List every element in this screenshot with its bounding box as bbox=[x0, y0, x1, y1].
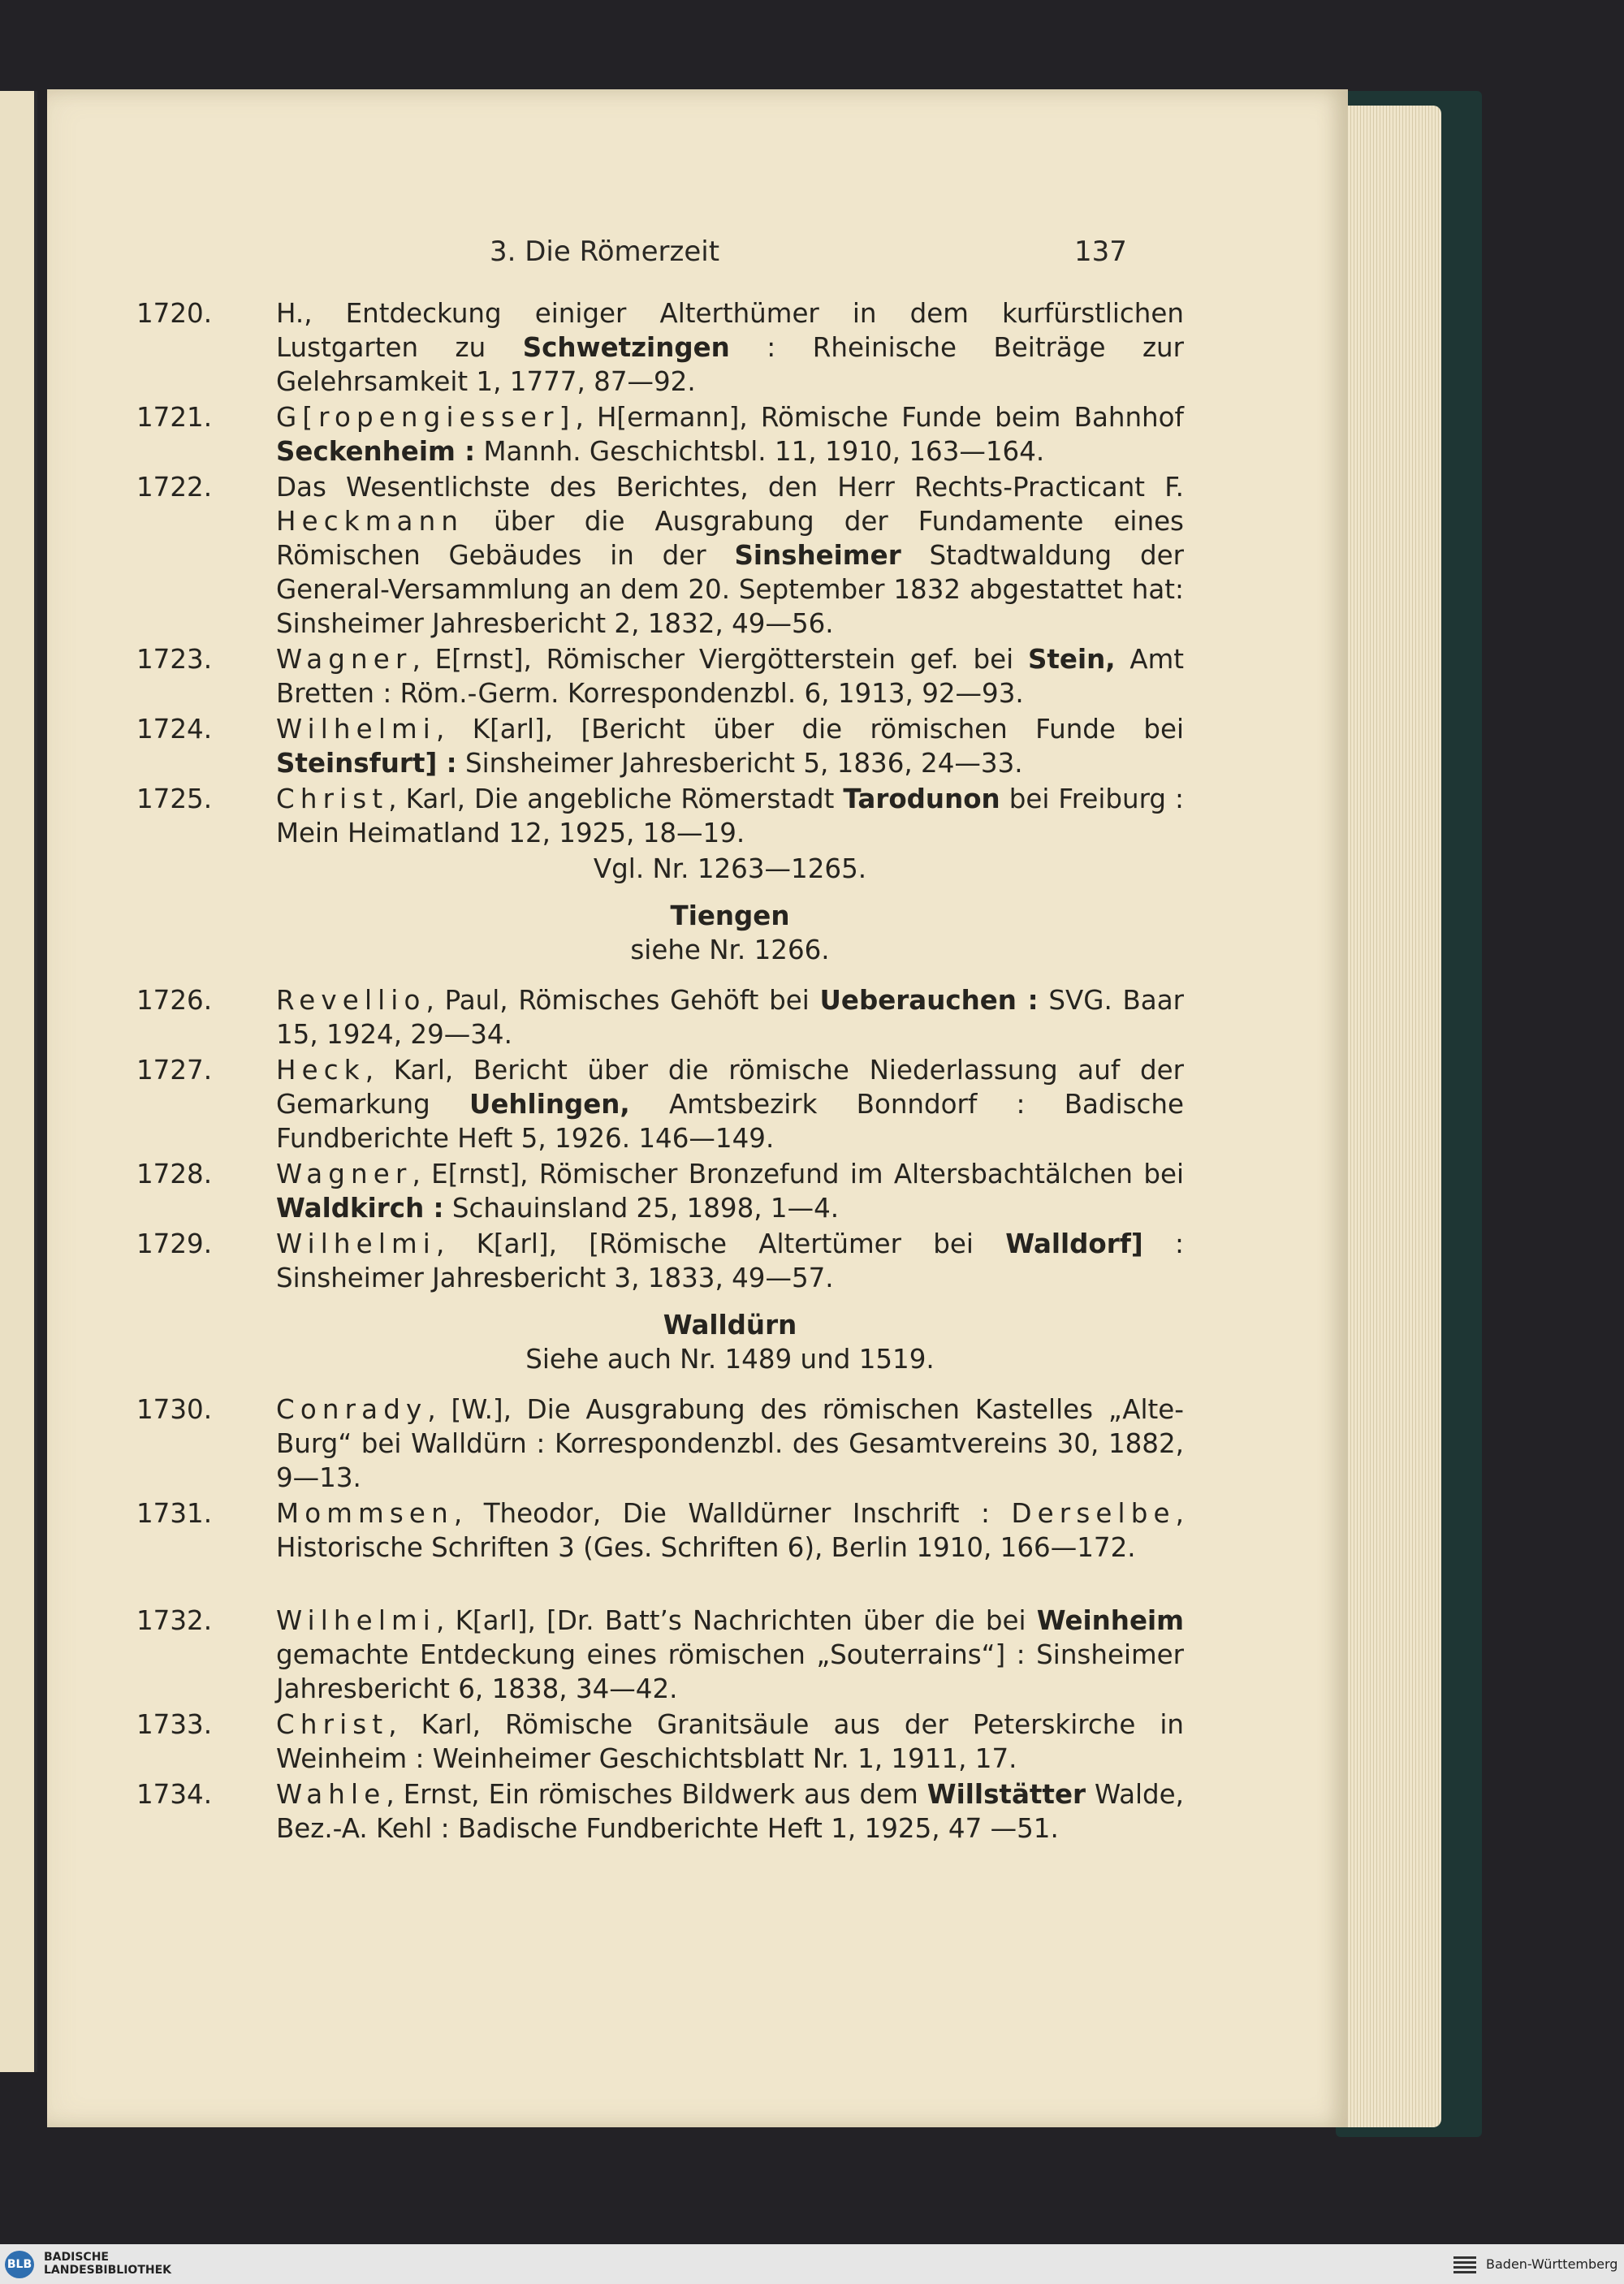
entry-text-part: , H[ermann], Römische Funde beim Bahnhof bbox=[575, 402, 1184, 433]
entry-text-part: , Karl, Römische Granitsäule aus der Peterskirche in Weinheim : Weinheimer Geschichtsblatt Nr. 1, 1911, 17. bbox=[276, 1709, 1184, 1774]
entry-text-part: Walde, Bez.-A. Kehl : Badische Fundberichte Heft 1, 1925, 47 —51. bbox=[276, 1779, 1184, 1844]
entry-text-part: , Karl, Bericht über die römische Niederlassung auf der Gemarkung bbox=[276, 1055, 1184, 1120]
library-name-line2: LANDESBIBLIOTHEK bbox=[44, 2264, 172, 2277]
entry-text-part: Stadtwaldung der General-Versammlung an dem 20. September 1832 abgestattet hat: Sinsheimer Jahresbericht 2, 1832, 49—56. bbox=[276, 540, 1184, 639]
entry-number: 1730. bbox=[136, 1394, 213, 1425]
section-heading-tiengen: Tiengen bbox=[670, 900, 790, 931]
running-title: 3. Die Römerzeit bbox=[490, 235, 720, 268]
bibliography-entry bbox=[136, 642, 1184, 710]
entry-text-part: gemachte Entdeckung eines römischen „Souterrains“] : Sinsheimer Jahresbericht 6, 1838, 34—42. bbox=[276, 1639, 1184, 1704]
entry-text-part: , Karl, Die angebliche Römerstadt bbox=[388, 784, 844, 814]
entry-number: 1734. bbox=[136, 1779, 213, 1810]
spacer bbox=[136, 1376, 1184, 1392]
place-name: Willstätter bbox=[926, 1779, 1086, 1810]
running-head bbox=[47, 235, 1348, 276]
book-page bbox=[47, 89, 1348, 2127]
state-name[interactable]: Baden-Württemberg bbox=[1486, 2256, 1618, 2272]
entry-text-part: über die Ausgrabung der Fundamente eines Römischen Gebäudes in der bbox=[276, 506, 1184, 571]
entry-number: 1722. bbox=[136, 472, 213, 503]
author-name: Christ bbox=[276, 784, 389, 814]
blb-logo-icon[interactable]: BLB bbox=[5, 2251, 34, 2278]
bibliography-entry bbox=[136, 400, 1184, 468]
page-edges bbox=[1332, 106, 1441, 2127]
author-name: Wilhelmi bbox=[276, 714, 436, 745]
entry-text-part: Das Wesentlichste des Berichtes, den Herr Rechts-Practicant F. bbox=[276, 472, 1184, 503]
bibliography-entry bbox=[136, 296, 1184, 399]
entry-number: 1733. bbox=[136, 1709, 213, 1740]
author-name: Derselbe bbox=[1011, 1498, 1176, 1529]
bibliography-entry bbox=[136, 1053, 1184, 1155]
facing-page-edge bbox=[0, 91, 37, 2072]
place-name: Schwetzingen bbox=[522, 332, 730, 363]
author-name: Mommsen bbox=[276, 1498, 454, 1529]
entry-text-part: , Theodor, Die Walldürner Inschrift : bbox=[453, 1498, 1012, 1529]
entry-number: 1726. bbox=[136, 985, 213, 1016]
entry-text-part: Sinsheimer Jahresbericht 5, 1836, 24—33. bbox=[456, 748, 1023, 779]
entry-number: 1727. bbox=[136, 1055, 213, 1086]
entry-text-part: , [W.], Die Ausgrabung des römischen Kastelles „Alte-Burg“ bei Walldürn : Korrespondenzbl. des Gesamtvereins 30, 1882, 9—13. bbox=[276, 1394, 1184, 1493]
author-name: Christ bbox=[276, 1709, 389, 1740]
entry-text bbox=[276, 1228, 1184, 1293]
section-reference-walldurn: Siehe auch Nr. 1489 und 1519. bbox=[525, 1344, 935, 1375]
bibliography-entry bbox=[136, 1777, 1184, 1846]
section-reference-tiengen: siehe Nr. 1266. bbox=[630, 935, 830, 965]
place-name: Seckenheim : bbox=[276, 436, 476, 467]
author-name: Heck bbox=[276, 1055, 365, 1086]
entries-group-c bbox=[136, 1392, 1184, 1565]
entry-text bbox=[276, 298, 1184, 397]
entry-text bbox=[276, 985, 1184, 1050]
place-name: Steinsfurt] : bbox=[276, 748, 457, 779]
entry-text bbox=[276, 402, 1184, 467]
library-name-line1: BADISCHE bbox=[44, 2251, 109, 2264]
entry-number: 1731. bbox=[136, 1498, 213, 1529]
entry-text-part: , K[arl], [Bericht über die römischen Funde bei bbox=[436, 714, 1184, 745]
entry-number: 1724. bbox=[136, 714, 213, 745]
bibliography-entry bbox=[136, 983, 1184, 1051]
entry-number: 1720. bbox=[136, 298, 213, 329]
entry-text bbox=[276, 1605, 1184, 1704]
spacer bbox=[136, 967, 1184, 983]
page-number: 137 bbox=[1074, 235, 1127, 268]
entry-text-part: Mannh. Geschichtsbl. 11, 1910, 163—164. bbox=[475, 436, 1045, 467]
entry-number: 1723. bbox=[136, 644, 213, 675]
author-name: Wagner bbox=[276, 644, 412, 675]
entry-text bbox=[276, 1709, 1184, 1774]
entry-text-part: , K[arl], [Römische Altertümer bei bbox=[436, 1228, 1006, 1259]
bibliography-entry bbox=[136, 1604, 1184, 1706]
entry-text-part: bei Freiburg : Mein Heimatland 12, 1925, 18—19. bbox=[276, 784, 1184, 848]
author-name: Revellio bbox=[276, 985, 426, 1016]
entry-text-part: : Rheinische Beiträge zur Gelehrsamkeit 1, 1777, 87—92. bbox=[276, 332, 1184, 397]
bibliography-entry bbox=[136, 1496, 1184, 1565]
bibliography-entry bbox=[136, 470, 1184, 641]
entry-text-part: Schauinsland 25, 1898, 1—4. bbox=[443, 1193, 840, 1224]
entry-text-part: : Sinsheimer Jahresbericht 3, 1833, 49—57. bbox=[276, 1228, 1185, 1293]
entries-group-d bbox=[136, 1604, 1184, 1846]
place-name: Ueberauchen : bbox=[819, 985, 1039, 1016]
baden-wuerttemberg-logo-icon bbox=[1453, 2254, 1476, 2273]
bibliography-entry bbox=[136, 1392, 1184, 1495]
entry-text-part: , K[arl], [Dr. Batt’s Nachrichten über die bei bbox=[436, 1605, 1037, 1636]
cross-reference-note: Vgl. Nr. 1263—1265. bbox=[593, 853, 867, 884]
place-name: Stein, bbox=[1027, 644, 1116, 675]
entry-text bbox=[276, 784, 1184, 848]
place-name: Uehlingen, bbox=[469, 1089, 630, 1120]
entry-text bbox=[276, 1779, 1184, 1844]
entry-number: 1728. bbox=[136, 1159, 213, 1189]
author-name: G[ropengiesser] bbox=[276, 402, 576, 433]
author-name: Wilhelmi bbox=[276, 1228, 436, 1259]
place-name: Sinsheimer bbox=[734, 540, 901, 571]
entry-number: 1732. bbox=[136, 1605, 213, 1636]
entry-text-part: H., Entdeckung einiger Alterthümer in dem kurfürstlichen Lustgarten zu bbox=[276, 298, 1184, 363]
entry-number: 1721. bbox=[136, 402, 213, 433]
entry-text bbox=[276, 1498, 1184, 1563]
entry-text-part: Amt Bretten : Röm.-Germ. Korrespondenzbl. 6, 1913, 92—93. bbox=[276, 644, 1185, 709]
entries-group-a bbox=[136, 296, 1184, 850]
entry-text-part: SVG. Baar 15, 1924, 29—34. bbox=[276, 985, 1184, 1050]
bibliography-entry bbox=[136, 1708, 1184, 1776]
entry-text bbox=[276, 714, 1184, 779]
bibliography-entry bbox=[136, 712, 1184, 780]
entry-number: 1725. bbox=[136, 784, 213, 814]
entry-text bbox=[276, 1394, 1184, 1493]
place-name: Tarodunon bbox=[843, 784, 1000, 814]
bibliography-content bbox=[136, 296, 1184, 1847]
entry-text-part: , Paul, Römisches Gehöft bei bbox=[425, 985, 820, 1016]
place-name: Walldorf] bbox=[1005, 1228, 1143, 1259]
entries-group-b bbox=[136, 983, 1184, 1295]
author-name: Conrady bbox=[276, 1394, 428, 1425]
footer-bar bbox=[0, 2244, 1624, 2284]
section-heading-walldurn: Walldürn bbox=[663, 1310, 797, 1341]
place-name: Waldkirch : bbox=[276, 1193, 444, 1224]
entry-text-part: Amtsbezirk Bonndorf : Badische Fundberichte Heft 5, 1926. 146—149. bbox=[276, 1089, 1184, 1154]
bibliography-entry bbox=[136, 782, 1184, 850]
entry-text-part: , Historische Schriften 3 (Ges. Schriften 6), Berlin 1910, 166—172. bbox=[276, 1498, 1184, 1563]
entry-text bbox=[276, 1055, 1184, 1154]
entry-text bbox=[276, 472, 1184, 639]
author-name: Wagner bbox=[276, 1159, 412, 1189]
spacer bbox=[136, 1566, 1184, 1604]
entry-text bbox=[276, 1159, 1184, 1224]
entry-number: 1729. bbox=[136, 1228, 213, 1259]
entry-text-part: , E[rnst], Römischer Bronzefund im Altersbachtälchen bei bbox=[412, 1159, 1184, 1189]
place-name: Weinheim bbox=[1036, 1605, 1184, 1636]
entry-text bbox=[276, 644, 1184, 709]
entry-text-part: , E[rnst], Römischer Viergötterstein gef. bei bbox=[412, 644, 1028, 675]
author-name: Heckmann bbox=[276, 506, 464, 537]
author-name: Wahle bbox=[276, 1779, 387, 1810]
entry-text-part: , Ernst, Ein römisches Bildwerk aus dem bbox=[386, 1779, 927, 1810]
bibliography-entry bbox=[136, 1227, 1184, 1295]
bibliography-entry bbox=[136, 1157, 1184, 1225]
author-name: Wilhelmi bbox=[276, 1605, 436, 1636]
library-name bbox=[44, 2251, 171, 2277]
